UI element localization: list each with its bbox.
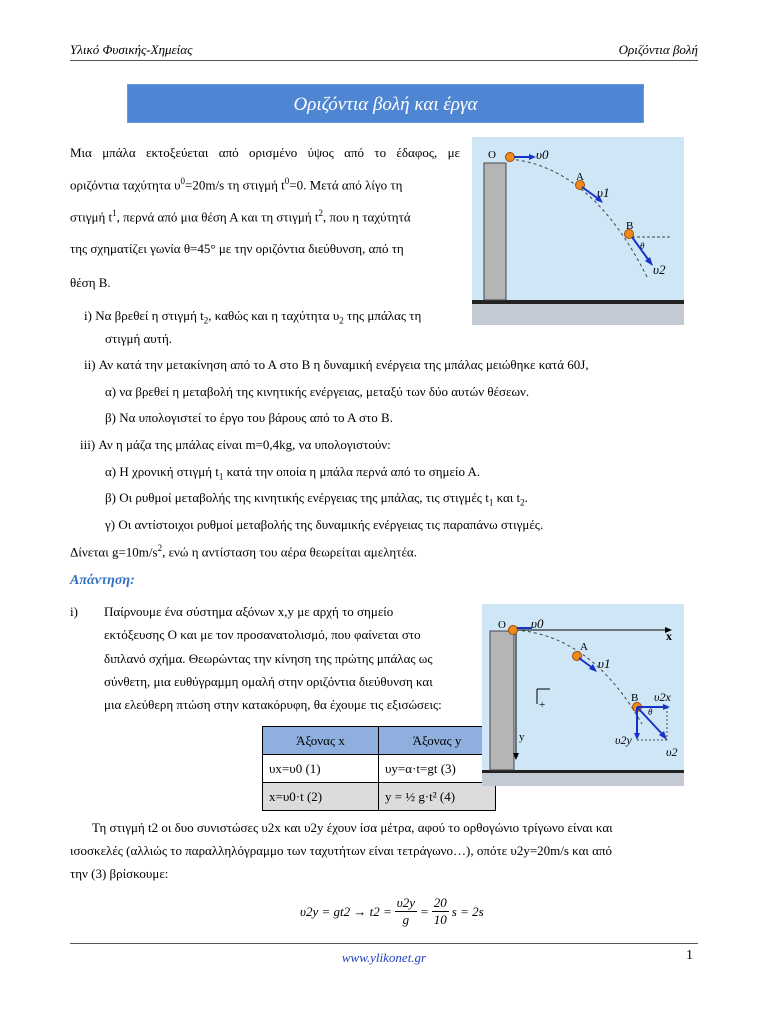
answer-label: i) <box>70 604 78 619</box>
question-ii-b: β) Να υπολογιστεί το έργο του βάρους από το Α στο Β. <box>105 410 393 425</box>
table-cell-x: x=υ0·t (2) <box>263 783 379 811</box>
answer-line-1: Παίρνουμε ένα σύστημα αξόνων x,y με αρχή το σημείο <box>104 604 394 619</box>
fig2-label-O: O <box>498 619 506 631</box>
question-iii-c: γ) Οι αντίστοιχοι ρυθμοί μεταβολής της δυναμικής ενέργειας τις παραπάνω στιγμές. <box>105 517 544 532</box>
fig1-label-v0: υ0 <box>536 147 549 162</box>
projectile-figure-2 <box>482 604 684 786</box>
fig1-label-O: O <box>488 149 496 161</box>
eq-left: υ2y = gt2 → t2 = <box>300 903 392 919</box>
answer-line-7: ισοσκελές (αλλιώς το παραλληλόγραμμο των ταχυτήτων είναι τετράγωνο…), οπότε υ2y=20m/s και από <box>70 843 613 858</box>
question-i-cont: στιγμή αυτή. <box>105 331 173 346</box>
page-number: 1 <box>686 948 693 963</box>
header-right: Οριζόντια βολή <box>618 42 698 57</box>
intro-line-2: οριζόντια ταχύτητα $\upsilon^0=20m/s$ τη στιγμή $t^0=0$. Μετά από λίγο τη <box>70 176 403 193</box>
fig2-label-A: A <box>580 641 588 653</box>
fig2-label-B: B <box>631 692 639 704</box>
answer-heading: Απάντηση: <box>70 573 135 588</box>
fig1-label-A: A <box>576 171 584 183</box>
table-cell-vx: υx=υ0 (1) <box>263 755 379 783</box>
answer-line-6: Τη στιγμή t2 οι δυο συνιστώσες υ2x και υ2y έχουν ίσα μέτρα, αφού το ορθογώνιο τρίγωνο είναι και <box>92 820 613 835</box>
fig2-label-y: y <box>519 731 525 743</box>
fig1-label-v2: υ2 <box>653 262 666 277</box>
fig2-label-v1: υ1 <box>598 656 611 671</box>
header-left: Υλικό Φυσικής-Χημείας <box>70 42 193 57</box>
fig2-label-x: x <box>666 629 672 643</box>
eq-fraction-2: $\frac{20}{10}$ <box>433 895 447 927</box>
projectile-figure-1 <box>472 137 684 325</box>
question-iii-a: α) Η χρονική στιγμή $t_1$ κατά την οποία η μπάλα περνά από το σημείο Α. <box>105 464 481 482</box>
answer-line-5: μια ελεύθερη πτώση στην κατακόρυφη, θα έχουμε τις εξισώσεις: <box>104 697 442 712</box>
intro-line-3: στιγμή $t^1$, περνά από μια θέση Α και τη στιγμή $t^2$, που η ταχύτητά <box>70 208 411 225</box>
answer-line-3: διπλανό σχήμα. Θεωρώντας την κίνηση της πρώτης μπάλας ως <box>104 651 433 666</box>
fig2-label-v0: υ0 <box>531 616 544 631</box>
equation <box>300 895 484 928</box>
intro-line-4: της σχηματίζει γωνία θ=45° με την οριζόντια διεύθυνση, από τη <box>70 241 404 256</box>
question-ii-a: α) να βρεθεί η μεταβολή της κινητικής ενέργειας, μεταξύ των δύο αυτών θέσεων. <box>105 384 530 399</box>
eq-equals: = <box>420 903 429 919</box>
fig2-label-v2x: υ2x <box>654 690 671 704</box>
given-data: Δίνεται $g=10m/s^2$, ενώ η αντίσταση του αέρα θεωρείται αμελητέα. <box>70 543 417 560</box>
table-header-x: Άξονας x <box>263 727 379 755</box>
intro-line-5: θέση Β. <box>70 275 111 290</box>
eq-right: s = 2s <box>451 903 484 919</box>
question-iii: iii) Αν η μάζα της μπάλας είναι m=0,4kg, να υπολογιστούν: <box>80 437 391 452</box>
table-cell-y: y = ½ g·t² (4) <box>379 783 496 811</box>
fig2-label-v2y: υ2y <box>615 733 632 747</box>
question-i: i) Να βρεθεί η στιγμή $t_2$, καθώς και η ταχύτητα $\upsilon_2$ της μπάλας τη <box>84 308 422 326</box>
axes-table <box>262 726 496 811</box>
fig2-label-plus: + <box>539 699 546 711</box>
table-header-y: Άξονας y <box>379 727 496 755</box>
eq-fraction-1: $\frac{\upsilon 2y}{g}$ <box>396 895 416 927</box>
fig2-label-v2: υ2 <box>666 745 678 759</box>
fig2-label-theta: θ <box>648 707 653 717</box>
fig1-label-B: B <box>626 220 634 232</box>
question-ii: ii) Αν κατά την μετακίνηση από το Α στο Β η δυναμική ενέργεια της μπάλας μειώθηκε κατά 60J, <box>84 357 589 372</box>
fig1-label-theta: θ <box>640 241 645 251</box>
answer-line-2: εκτόξευσης Ο και με τον προσανατολισμό, που φαίνεται στο <box>104 627 421 642</box>
page-title: Οριζόντια βολή και έργα <box>127 84 644 123</box>
table-cell-vy: υy=α·t=gt (3) <box>379 755 496 783</box>
question-iii-b: β) Οι ρυθμοί μεταβολής της κινητικής ενέργειας της μπάλας, τις στιγμές $t_1$ και $t_2$. <box>105 490 528 508</box>
header-divider <box>70 60 698 61</box>
answer-line-4: σύνθετη, μια ευθύγραμμη ομαλή στην οριζόντια διεύθυνση και <box>104 674 433 689</box>
fig1-label-v1: υ1 <box>597 185 610 200</box>
intro-line-1: Μια μπάλα εκτοξεύεται από ορισμένο ύψος από το έδαφος, με <box>70 145 460 160</box>
answer-line-8: την (3) βρίσκουμε: <box>70 866 169 881</box>
footer-divider <box>70 943 698 944</box>
footer-url[interactable]: www.ylikonet.gr <box>341 950 427 965</box>
